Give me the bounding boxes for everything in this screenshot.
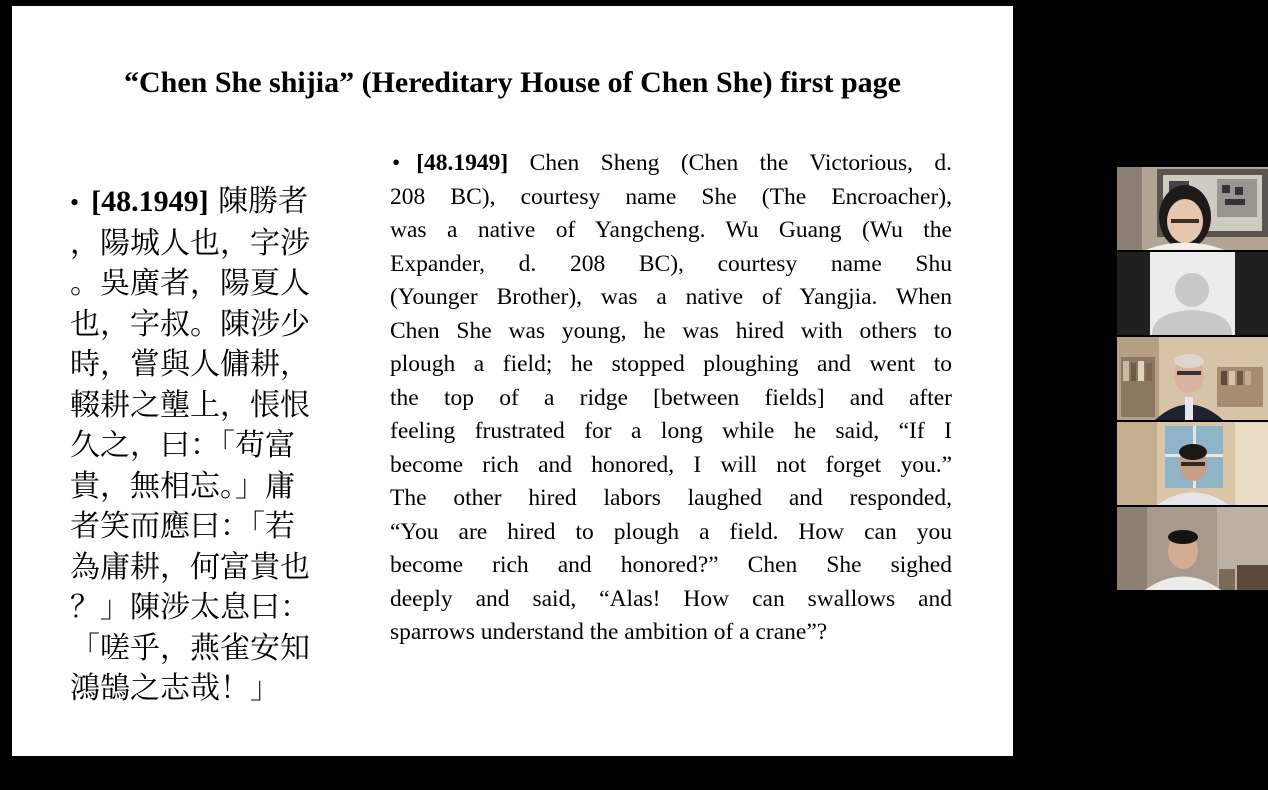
chinese-text-column xyxy=(70,182,360,710)
bullet: • xyxy=(70,188,80,217)
english-text-line: Expander, d. 208 BC), courtesy name Shu xyxy=(390,250,952,277)
english-text-line: “You are hired to plough a field. How can you xyxy=(390,518,952,545)
chinese-text-line: 輟耕之壟上，悵恨 xyxy=(70,387,310,423)
slide-title: “Chen She shijia” (Hereditary House of Chen She) first page xyxy=(124,66,901,99)
chinese-text-line: 久之，曰：「苟富 xyxy=(70,428,295,463)
participant-video-icon xyxy=(1117,507,1268,590)
participant-video-tile[interactable] xyxy=(1117,167,1268,250)
english-text-line: (Younger Brother), was a native of Yangjia. When xyxy=(390,284,952,310)
chinese-text-line: 為庸耕，何富貴也 xyxy=(70,549,310,585)
participant-video-icon xyxy=(1117,422,1268,505)
reference-number: [48.1949] xyxy=(416,150,509,176)
english-text-line: the top of a ridge [between fields] and after xyxy=(390,384,952,411)
english-text-line: feeling frustrated for a long while he said, “If I xyxy=(390,418,952,444)
chinese-text-line: 者笑而應曰：「若 xyxy=(70,509,295,544)
chinese-text-line: 陳勝者 xyxy=(218,184,309,219)
english-first-line xyxy=(390,147,952,181)
avatar-placeholder-icon xyxy=(1117,252,1268,335)
shared-slide xyxy=(12,6,1013,756)
participant-video-tile[interactable] xyxy=(1117,422,1268,505)
chinese-text-line: ，陽城人也，字涉 xyxy=(70,225,310,261)
chinese-text-line: ？」陳涉太息曰： xyxy=(70,590,310,625)
english-translation-column xyxy=(390,147,952,650)
participant-video-icon xyxy=(1117,167,1268,250)
english-text-line: was a native of Yangcheng. Wu Guang (Wu the xyxy=(390,217,952,243)
english-text-line: Chen She was young, he was hired with others to xyxy=(390,317,952,344)
chinese-text-line: 貴，無相忘。」庸 xyxy=(70,468,295,504)
chinese-text-line: 時，嘗與人傭耕， xyxy=(70,347,310,382)
participant-video-icon xyxy=(1117,337,1268,420)
english-text-line: plough a field; he stopped ploughing and went to xyxy=(390,351,952,377)
english-text-line: Chen Sheng (Chen the Victorious, d. xyxy=(529,150,953,176)
participant-video-strip xyxy=(1117,167,1268,592)
bullet: • xyxy=(392,150,401,176)
participant-video-tile[interactable] xyxy=(1117,252,1268,335)
participant-video-tile[interactable] xyxy=(1117,507,1268,590)
english-text-line: 208 BC), courtesy name She (The Encroacher), xyxy=(390,183,952,210)
english-text-line: deeply and said, “Alas! How can swallows and xyxy=(390,585,952,612)
chinese-text-line: 。吳廣者，陽夏人 xyxy=(70,266,310,301)
chinese-text-line: 也，字叔。陳涉少 xyxy=(70,306,310,342)
chinese-text-line: 「嗟乎，燕雀安知 xyxy=(70,630,310,666)
chinese-first-line xyxy=(70,182,360,224)
english-text-line: become rich and honored?” Chen She sighed xyxy=(390,552,952,578)
reference-number: [48.1949] xyxy=(91,185,209,218)
english-text-line: sparrows understand the ambition of a crane”? xyxy=(390,619,828,645)
english-text-line: The other hired labors laughed and responded, xyxy=(390,485,952,511)
english-text-line: become rich and honored, I will not forget you.” xyxy=(390,451,952,478)
participant-video-tile[interactable] xyxy=(1117,337,1268,420)
chinese-text-line: 鴻鵠之志哉！」 xyxy=(70,671,280,706)
